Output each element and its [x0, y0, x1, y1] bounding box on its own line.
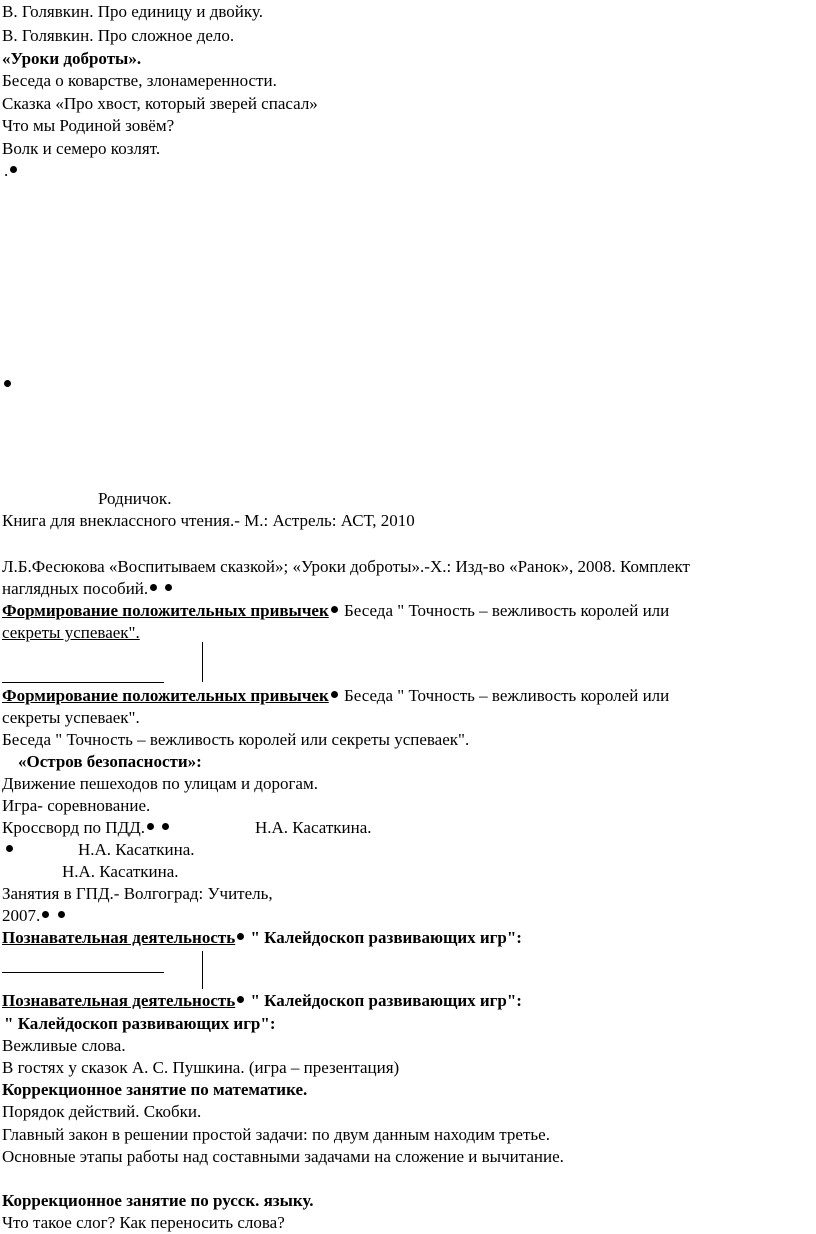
text-line	[2, 374, 13, 396]
bullet-icon	[162, 823, 169, 830]
text-line	[4, 839, 15, 861]
bullet-icon	[331, 691, 338, 698]
text-line: .	[4, 160, 19, 182]
text-line: Л.Б.Фесюкова «Воспитываем сказкой»; «Уроки доброты».-Х.: Изд-во «Ранок», 2008. Комплект	[2, 557, 690, 576]
bullet-icon	[237, 996, 244, 1003]
text-line: Сказка «Про хвост, который зверей спасал»	[2, 94, 318, 113]
text-line: В. Голявкин. Про сложное дело.	[2, 26, 235, 45]
text-line: Беседа о коварстве, злонамеренности.	[2, 71, 277, 90]
text-line: Занятия в ГПД.- Волгоград: Учитель,	[2, 884, 273, 903]
divider-line	[2, 972, 164, 973]
bullet-icon	[165, 584, 172, 591]
text-line: Н.А. Касаткина.	[62, 862, 179, 881]
section-heading: Коррекционное занятие по математике.	[2, 1080, 308, 1099]
bullet-icon	[237, 933, 244, 940]
text-line: Движение пешеходов по улицам и дорогам.	[2, 774, 318, 793]
bullet-icon	[58, 911, 65, 918]
text-line: Н.А. Касаткина.	[255, 818, 372, 837]
text-line: секреты успеваек".	[2, 708, 140, 727]
text-line: Что мы Родиной зовём?	[2, 116, 175, 135]
text-line: Что такое слог? Как переносить слова?	[2, 1213, 285, 1232]
section-heading: Коррекционное занятие по русск. языку.	[2, 1191, 314, 1210]
section-heading: " Калейдоскоп развивающих игр":	[4, 1014, 276, 1033]
text-line: Книга для внеклассного чтения.- М.: Астрель: АСТ, 2010	[2, 511, 415, 530]
text-line: Вежливые слова.	[2, 1036, 126, 1055]
text-line: секреты успеваек".	[2, 623, 140, 642]
bullet-icon	[4, 380, 11, 387]
bullet-icon	[42, 911, 49, 918]
text-line: В. Голявкин. Про единицу и двойку.	[2, 2, 263, 21]
divider-line	[202, 642, 203, 682]
text-line: Познавательная деятельность " Калейдоскоп развивающих игр":	[2, 928, 522, 947]
bullet-icon	[331, 606, 338, 613]
bullet-icon	[10, 166, 17, 173]
section-heading: «Уроки доброты».	[2, 49, 142, 68]
section-heading: «Остров безопасности»:	[18, 752, 202, 771]
text-line: Главный закон в решении простой задачи: по двум данным находим третье.	[2, 1125, 550, 1144]
text-line: Н.А. Касаткина.	[78, 840, 195, 859]
text-line: Родничок.	[98, 489, 172, 508]
text-line: Познавательная деятельность " Калейдоскоп развивающих игр":	[2, 991, 522, 1010]
bullet-icon	[6, 845, 13, 852]
text-line: Формирование положительных привычек Беседа " Точность – вежливость королей или	[2, 686, 670, 705]
text-line: Порядок действий. Скобки.	[2, 1102, 202, 1121]
divider-line	[202, 951, 203, 989]
bullet-icon	[150, 584, 157, 591]
text-line: В гостях у сказок А. С. Пушкина. (игра – презентация)	[2, 1058, 400, 1077]
divider-line	[2, 682, 164, 683]
text-line: Формирование положительных привычек Беседа " Точность – вежливость королей или	[2, 601, 670, 620]
text-line: Основные этапы работы над составными задачами на сложение и вычитание.	[2, 1147, 564, 1166]
text-line: Беседа " Точность – вежливость королей или секреты успеваек".	[2, 730, 470, 749]
text-line: Волк и семеро козлят.	[2, 139, 161, 158]
text-line: 2007.	[2, 905, 67, 927]
text-line: наглядных пособий.	[2, 578, 174, 600]
text-line: Кроссворд по ПДД.	[2, 817, 171, 839]
text-line: Игра- соревнование.	[2, 796, 151, 815]
bullet-icon	[147, 823, 154, 830]
